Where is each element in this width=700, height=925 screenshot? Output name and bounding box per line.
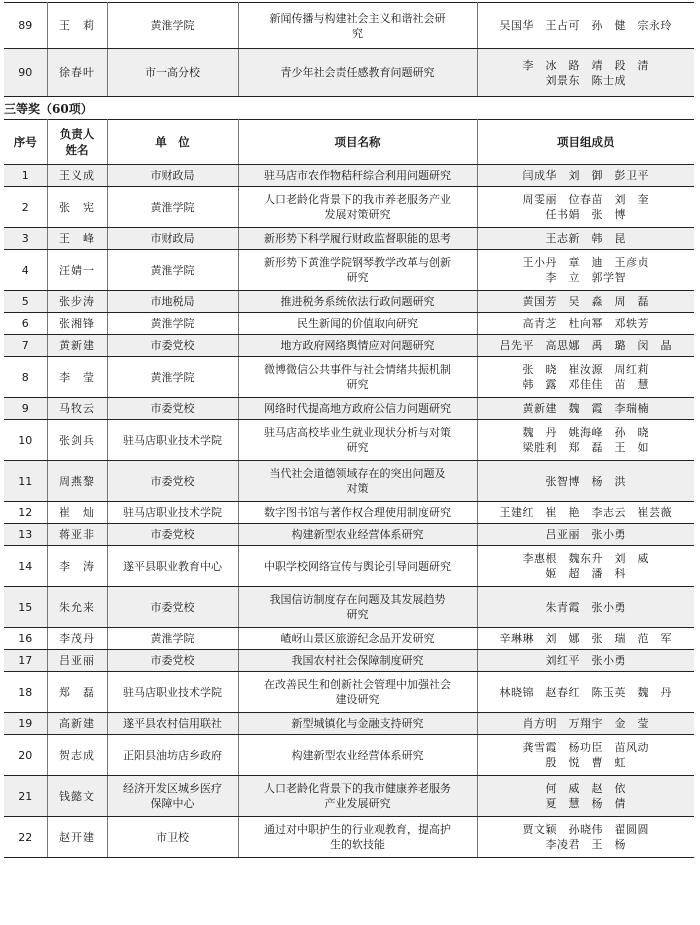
project-members bbox=[477, 713, 694, 735]
project-title bbox=[238, 672, 477, 713]
row-number: 21 bbox=[4, 776, 47, 817]
project-title-line: 对策 bbox=[346, 482, 369, 495]
unit-name: 市卫校 bbox=[107, 817, 238, 858]
project-members bbox=[477, 313, 694, 335]
project-title-line: 研究 bbox=[346, 441, 369, 454]
row-number: 3 bbox=[4, 228, 47, 250]
unit-name: 市财政局 bbox=[107, 165, 238, 187]
header-project: 项目名称 bbox=[238, 120, 477, 165]
leader-name: 高新建 bbox=[47, 713, 107, 735]
leader-name: 张湘锋 bbox=[47, 313, 107, 335]
row-number: 2 bbox=[4, 187, 47, 228]
header-leader-line: 负责人 bbox=[59, 127, 95, 141]
unit-name: 驻马店职业技术学院 bbox=[107, 672, 238, 713]
header-leader bbox=[47, 120, 107, 165]
leader-name: 王义成 bbox=[47, 165, 107, 187]
project-title-line: 数字图书馆与著作权合理使用制度研究 bbox=[264, 506, 451, 519]
project-members-line: 肖方明 万翔宇 金 莹 bbox=[522, 717, 649, 730]
unit-name: 遂平县农村信用联社 bbox=[107, 713, 238, 735]
project-members-line: 王建红 崔 艳 李志云 崔芸薇 bbox=[499, 506, 672, 519]
row-number: 22 bbox=[4, 817, 47, 858]
row-number: 1 bbox=[4, 165, 47, 187]
project-members bbox=[477, 291, 694, 313]
project-title-line: 发展对策研究 bbox=[324, 208, 391, 221]
prize-table-continued bbox=[4, 2, 694, 97]
project-title-line: 新闻传播与构建社会主义和谐社会研 bbox=[269, 11, 446, 25]
project-members-line: 梁胜利 郑 磊 王 如 bbox=[522, 441, 649, 454]
row-number: 14 bbox=[4, 546, 47, 587]
row-number: 17 bbox=[4, 650, 47, 672]
project-title-line: 建设研究 bbox=[335, 693, 380, 706]
project-members bbox=[477, 3, 694, 49]
row-number: 19 bbox=[4, 713, 47, 735]
project-title-line: 在改善民生和创新社会管理中加强社会 bbox=[264, 678, 451, 691]
project-title bbox=[238, 291, 477, 313]
project-title-line: 微博微信公共事件与社会情绪共振机制 bbox=[264, 363, 451, 376]
table-row bbox=[4, 335, 694, 357]
project-members-line: 高青芝 杜向幂 邓轶芳 bbox=[522, 317, 649, 330]
table-row bbox=[4, 165, 694, 187]
table-row bbox=[4, 650, 694, 672]
table-row bbox=[4, 228, 694, 250]
project-title-line: 新形势下黄淮学院钢琴教学改革与创新 bbox=[264, 256, 451, 269]
project-members-line: 龚雪霞 杨功臣 苗风动 bbox=[522, 741, 649, 754]
unit-name: 市委党校 bbox=[107, 335, 238, 357]
project-members bbox=[477, 357, 694, 398]
unit-name: 市委党校 bbox=[107, 398, 238, 420]
project-members bbox=[477, 398, 694, 420]
unit-name: 正阳县油坊店乡政府 bbox=[107, 735, 238, 776]
project-members bbox=[477, 650, 694, 672]
table-row bbox=[4, 502, 694, 524]
table-row bbox=[4, 587, 694, 628]
project-title-line: 我国农村社会保障制度研究 bbox=[291, 654, 424, 667]
row-number: 16 bbox=[4, 628, 47, 650]
row-number: 89 bbox=[4, 3, 47, 49]
row-number: 9 bbox=[4, 398, 47, 420]
project-members bbox=[477, 461, 694, 502]
unit-name: 驻马店职业技术学院 bbox=[107, 420, 238, 461]
project-title bbox=[238, 398, 477, 420]
leader-name: 李茂丹 bbox=[47, 628, 107, 650]
leader-name: 黄新建 bbox=[47, 335, 107, 357]
unit-name-line: 经济开发区城乡医疗 bbox=[123, 782, 222, 795]
project-title bbox=[238, 420, 477, 461]
leader-name: 蒋亚非 bbox=[47, 524, 107, 546]
unit-name bbox=[107, 776, 238, 817]
table-row bbox=[4, 291, 694, 313]
project-title bbox=[238, 650, 477, 672]
project-title bbox=[238, 49, 477, 97]
table-row bbox=[4, 735, 694, 776]
project-title bbox=[238, 628, 477, 650]
project-members-line: 何 威 赵 依 bbox=[545, 782, 626, 795]
project-members-line: 姬 超 潘 科 bbox=[545, 567, 626, 580]
project-title-line: 研究 bbox=[346, 608, 369, 621]
project-members bbox=[477, 165, 694, 187]
leader-name: 朱允来 bbox=[47, 587, 107, 628]
project-title bbox=[238, 228, 477, 250]
project-title bbox=[238, 250, 477, 291]
project-title-line: 通过对中职护生的行业观教育，提高护 bbox=[264, 823, 451, 836]
unit-name: 遂平县职业教育中心 bbox=[107, 546, 238, 587]
table-row bbox=[4, 398, 694, 420]
project-members bbox=[477, 187, 694, 228]
table-row bbox=[4, 357, 694, 398]
leader-name: 郑 磊 bbox=[47, 672, 107, 713]
project-title-line: 驻马店市农作物秸秆综合利用问题研究 bbox=[264, 169, 451, 182]
project-title-line: 究 bbox=[352, 26, 363, 40]
project-members-line: 李 立 郭学智 bbox=[545, 271, 626, 284]
project-members-line: 黄国芳 吴 淼 周 磊 bbox=[522, 295, 649, 308]
row-number: 6 bbox=[4, 313, 47, 335]
table-row bbox=[4, 524, 694, 546]
table-row bbox=[4, 776, 694, 817]
unit-name: 市委党校 bbox=[107, 524, 238, 546]
row-number: 10 bbox=[4, 420, 47, 461]
project-title bbox=[238, 357, 477, 398]
project-title bbox=[238, 165, 477, 187]
project-members-line: 朱青霞 张小勇 bbox=[545, 600, 626, 614]
project-title bbox=[238, 524, 477, 546]
project-members bbox=[477, 672, 694, 713]
project-title-line: 构建新型农业经营体系研究 bbox=[291, 748, 424, 762]
project-members bbox=[477, 587, 694, 628]
project-members-line: 闫成华 刘 御 彭卫平 bbox=[522, 169, 649, 182]
project-title-line: 网络时代提高地方政府公信力问题研究 bbox=[264, 402, 451, 415]
project-members-line: 李惠根 魏东升 刘 威 bbox=[522, 552, 649, 565]
leader-name: 崔 灿 bbox=[47, 502, 107, 524]
unit-name: 市委党校 bbox=[107, 587, 238, 628]
project-members-line: 魏 丹 姚海峰 孙 晓 bbox=[522, 426, 649, 439]
project-members-line: 李凌君 王 杨 bbox=[545, 838, 626, 851]
project-members-line: 刘红平 张小勇 bbox=[545, 654, 626, 667]
project-members-line: 韩 露 邓佳佳 苗 慧 bbox=[522, 378, 649, 391]
project-members-line: 任书娟 张 博 bbox=[545, 208, 626, 221]
unit-name: 黄淮学院 bbox=[107, 187, 238, 228]
project-members bbox=[477, 420, 694, 461]
header-unit: 单 位 bbox=[107, 120, 238, 165]
project-members-line: 张 晓 崔汝源 周红莉 bbox=[522, 363, 649, 376]
leader-name: 张剑兵 bbox=[47, 420, 107, 461]
unit-name: 市委党校 bbox=[107, 461, 238, 502]
row-number: 5 bbox=[4, 291, 47, 313]
project-title-line: 中职学校网络宣传与舆论引导问题研究 bbox=[264, 559, 451, 573]
project-title bbox=[238, 817, 477, 858]
unit-name: 黄淮学院 bbox=[107, 250, 238, 291]
project-members bbox=[477, 735, 694, 776]
row-number: 12 bbox=[4, 502, 47, 524]
project-members-line: 贾文颖 孙晓伟 翟圆圆 bbox=[522, 823, 649, 836]
unit-name: 市财政局 bbox=[107, 228, 238, 250]
unit-name-line: 保障中心 bbox=[150, 797, 195, 810]
project-members-line: 林晓锦 赵春红 陈玉英 魏 丹 bbox=[499, 685, 672, 699]
leader-name: 钱懿文 bbox=[47, 776, 107, 817]
project-title bbox=[238, 776, 477, 817]
table-row bbox=[4, 250, 694, 291]
table-row bbox=[4, 546, 694, 587]
table-row bbox=[4, 461, 694, 502]
project-title-line: 当代社会道德领域存在的突出问题及 bbox=[269, 467, 446, 480]
project-title bbox=[238, 187, 477, 228]
table-header-row bbox=[4, 120, 694, 165]
project-members-line: 李 冰 路 靖 段 清 bbox=[522, 58, 649, 72]
project-members bbox=[477, 628, 694, 650]
project-title bbox=[238, 735, 477, 776]
project-title bbox=[238, 461, 477, 502]
unit-name: 黄淮学院 bbox=[107, 357, 238, 398]
leader-name: 王 峰 bbox=[47, 228, 107, 250]
row-number: 20 bbox=[4, 735, 47, 776]
unit-name: 市一高分校 bbox=[107, 49, 238, 97]
project-title bbox=[238, 713, 477, 735]
row-number: 11 bbox=[4, 461, 47, 502]
project-members-line: 吕先平 高思娜 禹 璐 闵 晶 bbox=[499, 339, 672, 352]
project-title-line: 民生新闻的价值取向研究 bbox=[297, 317, 418, 330]
unit-name: 黄淮学院 bbox=[107, 3, 238, 49]
table-row bbox=[4, 672, 694, 713]
row-number: 7 bbox=[4, 335, 47, 357]
table-row bbox=[4, 49, 694, 97]
row-number: 8 bbox=[4, 357, 47, 398]
project-members-line: 吕亚丽 张小勇 bbox=[545, 528, 626, 541]
row-number: 15 bbox=[4, 587, 47, 628]
project-members-line: 刘景东 陈士成 bbox=[545, 73, 626, 87]
leader-name: 周燕黎 bbox=[47, 461, 107, 502]
table-row bbox=[4, 628, 694, 650]
project-title-line: 青少年社会责任感教育问题研究 bbox=[280, 66, 435, 79]
project-title bbox=[238, 546, 477, 587]
project-members-line: 辛琳琳 刘 娜 张 瑞 范 军 bbox=[499, 632, 672, 645]
project-title-line: 我国信访制度存在问题及其发展趋势 bbox=[269, 593, 446, 606]
header-number: 序号 bbox=[4, 120, 47, 165]
project-title-line: 地方政府网络舆情应对问题研究 bbox=[280, 339, 435, 352]
project-members bbox=[477, 228, 694, 250]
leader-name: 张步涛 bbox=[47, 291, 107, 313]
project-title-line: 嵖岈山景区旅游纪念品开发研究 bbox=[280, 632, 435, 645]
project-title bbox=[238, 335, 477, 357]
third-prize-section-title: 三等奖（60项） bbox=[4, 102, 93, 116]
project-members-line: 夏 慧 杨 倩 bbox=[545, 797, 626, 810]
row-number: 13 bbox=[4, 524, 47, 546]
unit-name: 黄淮学院 bbox=[107, 628, 238, 650]
unit-name: 黄淮学院 bbox=[107, 313, 238, 335]
table-row bbox=[4, 3, 694, 49]
project-title-line: 推进税务系统依法行政问题研究 bbox=[280, 295, 435, 308]
project-members bbox=[477, 335, 694, 357]
table-row bbox=[4, 313, 694, 335]
project-title-line: 研究 bbox=[346, 271, 369, 284]
project-members bbox=[477, 250, 694, 291]
leader-name: 李 涛 bbox=[47, 546, 107, 587]
project-title bbox=[238, 313, 477, 335]
table-row bbox=[4, 713, 694, 735]
project-title bbox=[238, 587, 477, 628]
project-members bbox=[477, 502, 694, 524]
project-title-line: 生的软技能 bbox=[330, 838, 385, 851]
project-title bbox=[238, 502, 477, 524]
row-number: 4 bbox=[4, 250, 47, 291]
leader-name: 徐春叶 bbox=[47, 49, 107, 97]
project-members-line: 王小丹 章 迪 王彦贞 bbox=[522, 256, 649, 269]
unit-name: 市地税局 bbox=[107, 291, 238, 313]
leader-name: 李 莹 bbox=[47, 357, 107, 398]
project-title-line: 产业发展研究 bbox=[324, 797, 391, 810]
project-members bbox=[477, 524, 694, 546]
project-title-line: 研究 bbox=[346, 378, 369, 391]
project-members bbox=[477, 49, 694, 97]
project-title-line: 构建新型农业经营体系研究 bbox=[291, 528, 424, 541]
project-members-line: 周雯丽 位春苗 刘 奎 bbox=[522, 193, 649, 206]
leader-name: 王 莉 bbox=[47, 3, 107, 49]
leader-name: 张 宪 bbox=[47, 187, 107, 228]
header-leader-line: 姓名 bbox=[65, 143, 89, 157]
row-number: 18 bbox=[4, 672, 47, 713]
leader-name: 贺志成 bbox=[47, 735, 107, 776]
unit-name: 驻马店职业技术学院 bbox=[107, 502, 238, 524]
table-row bbox=[4, 817, 694, 858]
project-title-line: 新型城镇化与金融支持研究 bbox=[291, 717, 424, 730]
project-members bbox=[477, 546, 694, 587]
project-members-line: 黄新建 魏 霞 李瑞楠 bbox=[522, 402, 649, 415]
project-members-line: 吴国华 王占可 孙 健 宗永玲 bbox=[499, 19, 672, 32]
project-members-line: 殷 悦 曹 虹 bbox=[545, 756, 626, 769]
project-members-line: 张智博 杨 洪 bbox=[545, 474, 626, 488]
header-members: 项目组成员 bbox=[477, 120, 694, 165]
project-title bbox=[238, 3, 477, 49]
project-members-line: 王志新 韩 昆 bbox=[545, 232, 626, 245]
row-number: 90 bbox=[4, 49, 47, 97]
project-members bbox=[477, 776, 694, 817]
third-prize-table bbox=[4, 119, 694, 858]
project-title-line: 人口老龄化背景下的我市健康养老服务 bbox=[264, 782, 451, 795]
table-row bbox=[4, 420, 694, 461]
unit-name: 市委党校 bbox=[107, 650, 238, 672]
project-title-line: 新形势下科学履行财政监督职能的思考 bbox=[264, 232, 451, 245]
leader-name: 汪婧一 bbox=[47, 250, 107, 291]
leader-name: 吕亚丽 bbox=[47, 650, 107, 672]
leader-name: 赵开建 bbox=[47, 817, 107, 858]
leader-name: 马牧云 bbox=[47, 398, 107, 420]
project-members bbox=[477, 817, 694, 858]
table-row bbox=[4, 187, 694, 228]
project-title-line: 人口老龄化背景下的我市养老服务产业 bbox=[264, 193, 451, 206]
project-title-line: 驻马店高校毕业生就业现状分析与对策 bbox=[264, 426, 451, 439]
